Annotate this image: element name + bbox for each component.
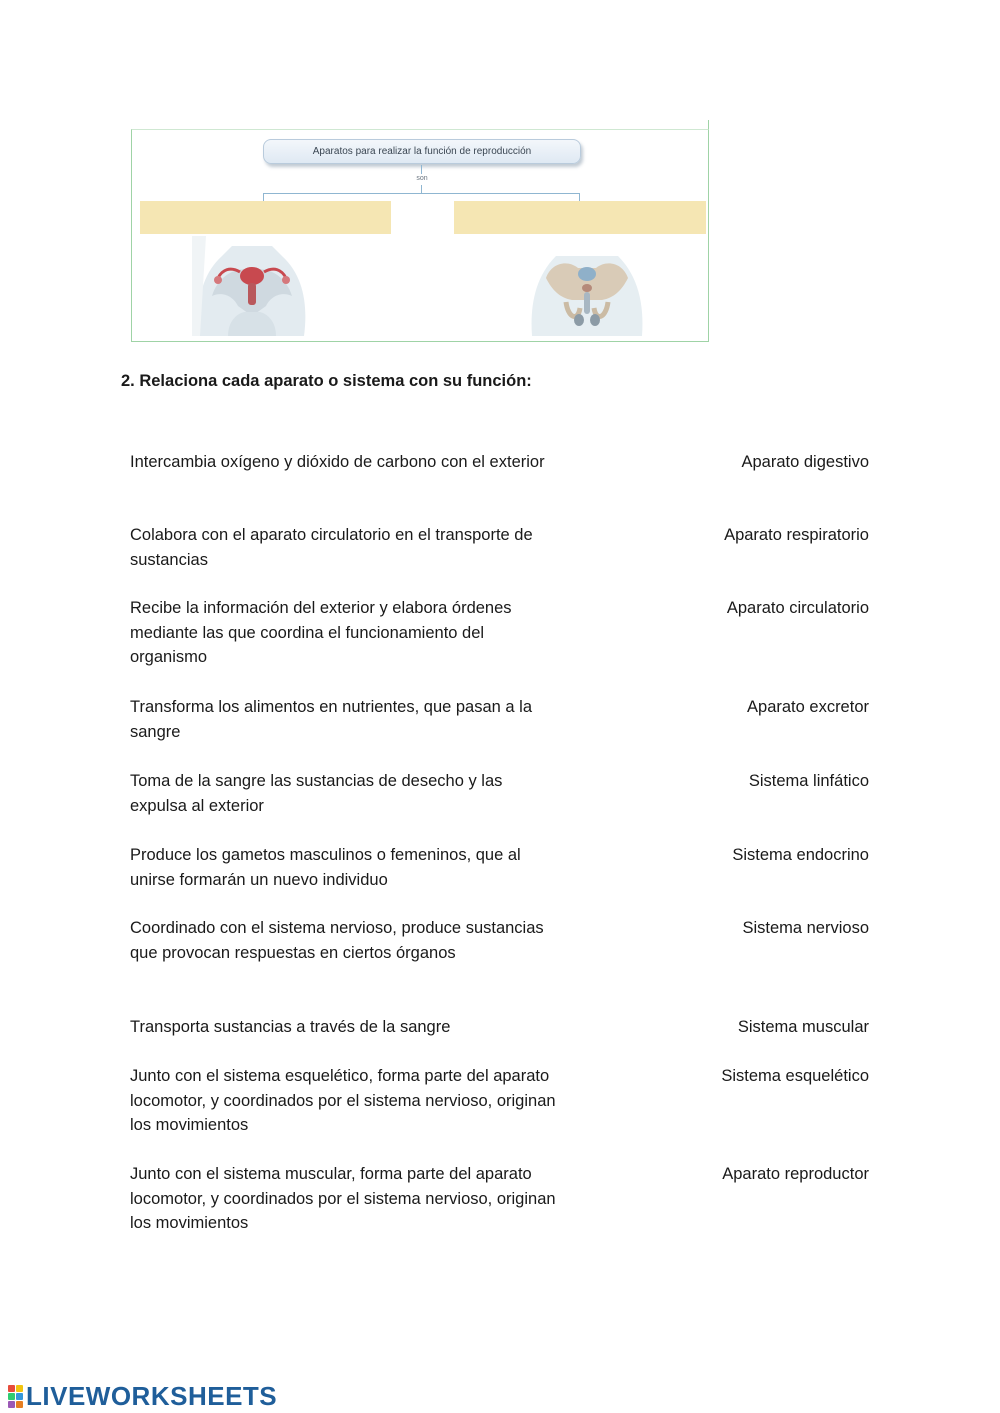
function-item[interactable]: Coordinado con el sistema nervioso, produce sustancias que provocan respuestas en ciertos órganos — [130, 919, 544, 962]
function-item[interactable]: Transporta sustancias a través de la sangre — [130, 1018, 451, 1036]
concept-title-box: Aparatos para realizar la función de reproducción — [263, 139, 581, 164]
answer-input-female[interactable] — [140, 201, 391, 234]
connector-line — [421, 165, 422, 174]
connector-line — [421, 185, 422, 193]
reproduction-concept-map — [131, 129, 709, 342]
system-item[interactable]: Aparato circulatorio — [726, 599, 869, 617]
function-item[interactable]: Junto con el sistema muscular, forma parte del aparato locomotor, y coordinados por el sistema nervioso, originan los movimientos — [130, 1165, 556, 1232]
female-reproductive-system-image — [192, 236, 312, 336]
function-item[interactable]: Toma de la sangre las sustancias de desecho y las expulsa al exterior — [130, 772, 503, 815]
system-item[interactable]: Sistema esquelético — [721, 1067, 869, 1085]
system-item[interactable]: Aparato reproductor — [722, 1165, 869, 1183]
link-word: son — [416, 175, 428, 182]
system-item[interactable]: Aparato respiratorio — [724, 526, 869, 544]
liveworksheets-logo — [8, 1380, 277, 1412]
function-item[interactable]: Colabora con el aparato circulatorio en el transporte de sustancias — [130, 526, 533, 569]
function-item[interactable]: Produce los gametos masculinos o femeninos, que al unirse formarán un nuevo individuo — [130, 846, 521, 889]
male-reproductive-system-image — [522, 238, 652, 336]
connector-line — [579, 193, 580, 201]
function-item[interactable]: Junto con el sistema esquelético, forma parte del aparato locomotor, y coordinados por el sistema nervioso, originan los movimientos — [130, 1067, 556, 1134]
system-item[interactable]: Sistema muscular — [737, 1018, 869, 1036]
system-item[interactable]: Sistema linfático — [748, 772, 869, 790]
system-item[interactable]: Sistema nervioso — [742, 919, 869, 937]
brand-name: LIVEWORKSHEETS — [26, 1380, 278, 1411]
system-item[interactable]: Aparato excretor — [747, 698, 869, 716]
connector-bar — [263, 193, 580, 194]
function-item[interactable]: Transforma los alimentos en nutrientes, que pasan a la sangre — [130, 698, 533, 741]
function-item[interactable]: Intercambia oxígeno y dióxido de carbono con el exterior — [130, 453, 545, 471]
function-item[interactable]: Recibe la información del exterior y elabora órdenes mediante las que coordina el funcionamiento del organismo — [130, 599, 512, 666]
exercise-heading: 2. Relaciona cada aparato o sistema con su función: — [121, 372, 532, 390]
answer-input-male[interactable] — [454, 201, 706, 234]
connector-line — [263, 193, 264, 201]
system-item[interactable]: Sistema endocrino — [732, 846, 869, 864]
logo-grid-icon — [8, 1385, 23, 1408]
system-item[interactable]: Aparato digestivo — [741, 453, 869, 471]
